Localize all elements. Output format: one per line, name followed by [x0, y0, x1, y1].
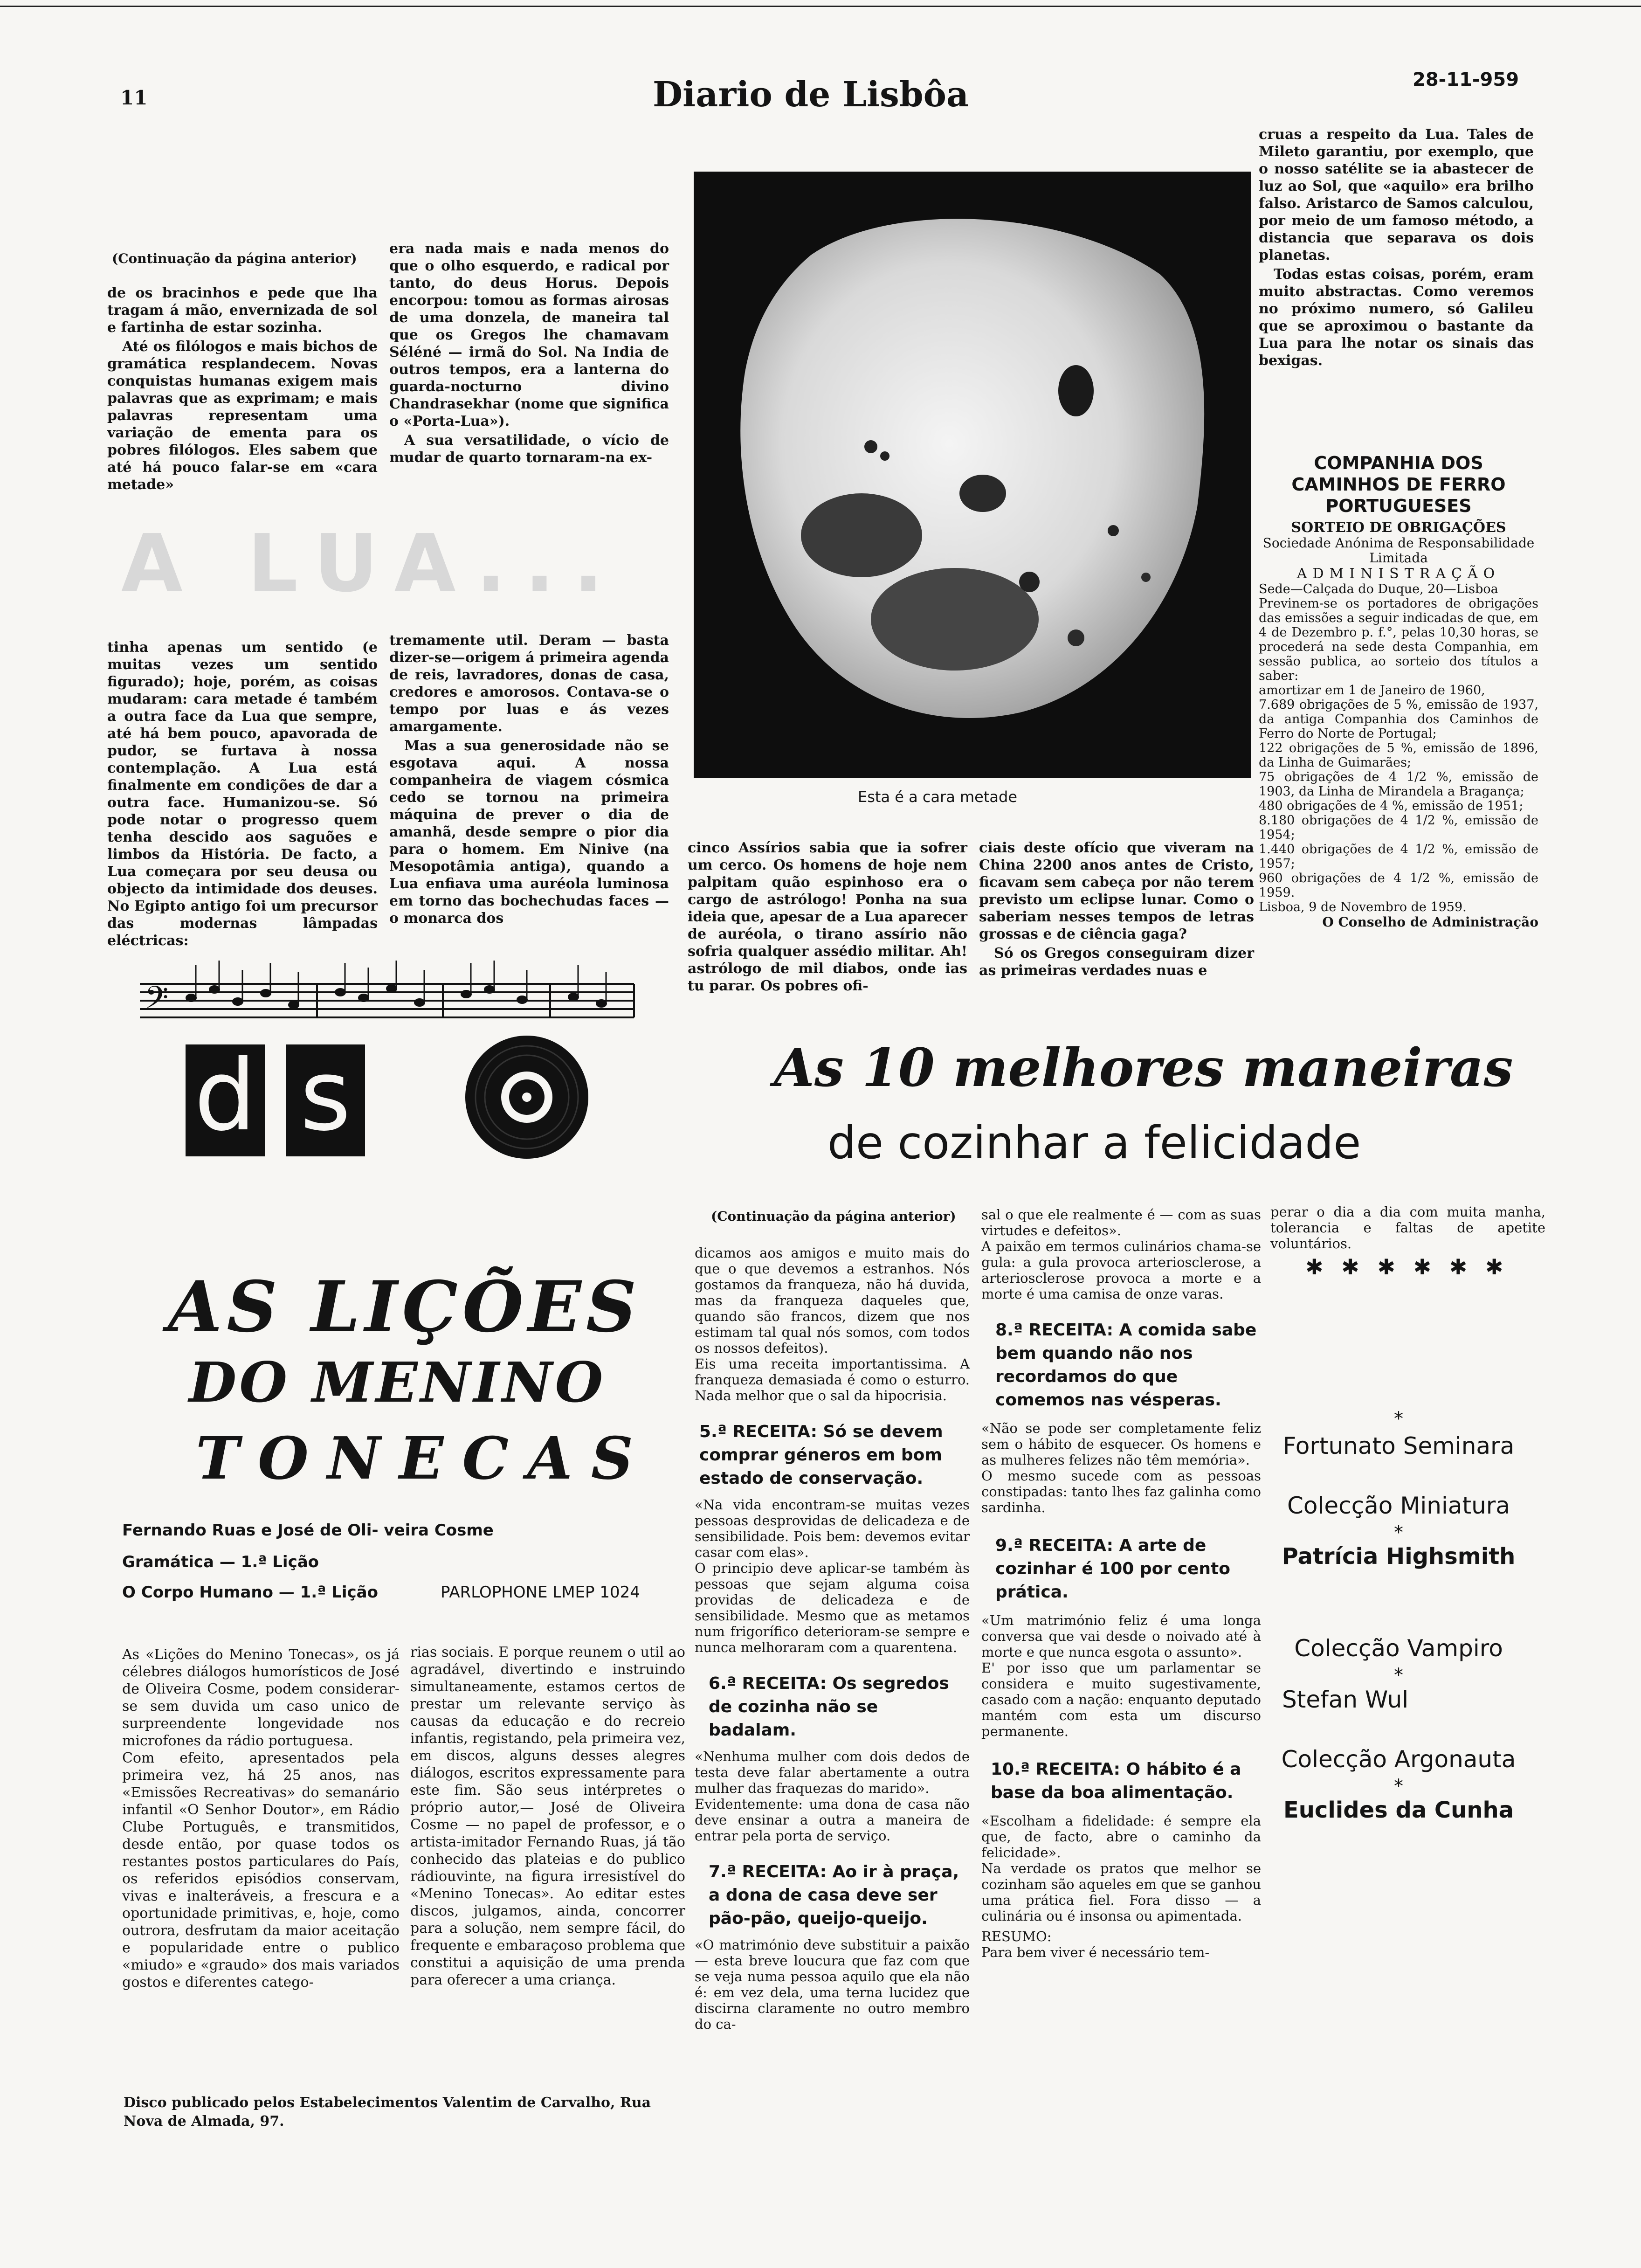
notice-body: Sede—Calçada do Duque, 20—Lisboa Previnem-se os portadores de obrigações das emissões a seguir indicadas de que, em 4 de Dezembro p. f.°, pelas 10,30 horas, se procederá na sede desta Companhia, em sessão publica, ao sorteio dos títulos a saber: amortizar em 1 de Janeiro de 1960, 7.689 obrigações de 5 %, emissão de 1937, da antiga Companhia dos Caminhos de Ferro do Norte de Portugal; 122 obrigações de 5 %, emissão de 1896, da Linha de Guimarães; 75 obrigações de 4 1/2 %, emissão de 1903, da Linha de Mirandela a Bragança; 480 obrigações de 4 %, emissão de 1951; 8.180 obrigações de 4 1/2 %, emissão de 1954; 1.440 obrigações de 4 1/2 %, emissão de 1957; 960 obrigações de 4 1/2 %, emissão de 1959. Lisboa, 9 de Novembro de 1959.: [1259, 582, 1538, 914]
paragraph: A sua versatilidade, o vício de mudar de quarto tornaram-na ex-: [389, 432, 669, 466]
paragraph: rias sociais. E porque reunem o util ao agradável, divertindo e instruindo simultaneamente, estamos certos de prestar um relevante serviço às causas da educação e do recreio infantis, registando, pela primeira vez, em discos, alguns desses alegres diálogos, escritos expressamente para este fim. São seus intérpretes o próprio autor,— José de Oliveira Cosme — no papel de professor, e o artista-imitador Fernando Ruas, já tão conhecido das plateias e do publico rádiouvinte, na figura irresistível do «Menino Tonecas». Ao editar estes discos, julgamos, ainda, concorrer para a solução, nem sempre fácil, do frequente e embaraçoso problema que constitui a aquisição de uma prenda para oferecer a uma criança.: [410, 1644, 685, 1988]
paragraph: ciais deste ofício que viveram na China 2200 anos antes de Cristo, ficavam sem cabeça por não terem previsto um eclipse lunar. Como o saberiam nesses tempos de letras grossas e de ciência gaga?: [979, 840, 1254, 942]
recipe-7-text: «O matrimónio deve substituir a paixão — esta breve loucura que faz com que se veja numa pessoa aquilo que ela não é: em vez dela, uma terna lucidez que discirna claramente no outro membro do ca-: [695, 1937, 970, 2032]
record-title-line1: AS LIÇÕES: [168, 1266, 641, 1348]
notice-box: [1259, 452, 1538, 930]
recipe-9-text: «Um matrimónio feliz é uma longa conversa que vai desde o noivado até à morte e que nunca esgota o assunto». E' por isso que um parlamentar se considera e muito sugestivamente, casado com a nação: enquanto deputado mantém com esta um discurso permanente.: [981, 1612, 1261, 1739]
recipe-7-title: 7.ª RECEITA: Ao ir à praça, a dona de casa deve ser pão-pão, queijo-queijo.: [709, 1862, 959, 1928]
recipe-6-title: 6.ª RECEITA: Os segredos de cozinha não se badalam.: [709, 1674, 949, 1740]
record-footer: Disco publicado pelos Estabelecimentos Valentim de Carvalho, Rua Nova de Almada, 97.: [124, 2095, 651, 2130]
music-staff: [140, 951, 639, 1030]
recipe-10-text: «Escolham a fidelidade: é sempre ela que, de facto, abre o caminho da felicidade». Na verdade os pratos que melhor se cozinham são aqueles em que se ganhou uma prática fiel. Fora disso — a culinária ou é insonsa ou apimentada.: [981, 1813, 1261, 1924]
paragraph: tremamente util. Deram — basta dizer-se—origem á primeira agenda de reis, lavradores, donas de casa, credores e amorosos. Contava-se o tempo por luas e ás vezes amargamente.: [389, 632, 669, 735]
record-title-line3: TONECAS: [196, 1424, 652, 1493]
ad-item-euclides-da-cunha: Euclides da Cunha: [1283, 1797, 1514, 1823]
ad-item-coleccao-miniatura: Colecção Miniatura: [1287, 1492, 1510, 1519]
stars-row: ✱ ✱ ✱ ✱ ✱ ✱: [1305, 1254, 1509, 1279]
logo-letter-s: s: [286, 1044, 365, 1156]
ad-item-patricia-highsmith: Patrícia Highsmith: [1282, 1543, 1516, 1570]
record-title-line2: DO MENINO: [189, 1350, 606, 1415]
record-body-col1: As «Lições do Menino Tonecas», os já célebres diálogos humorísticos de José de Oliveira Cosme, podem considerar-se sem duvida um caso unico de surpreendente longevidade nos microfones da rádio portuguesa. Com efeito, apresentados pela primeira vez, há 25 anos, nas «Emissões Recreativas» do semanário infantil «O Senhor Doutor», em Rádio Clube Português, e transmitidos, desde então, por quase todos os restantes postos particulares do País, os referidos episódios conservam, vivas e inalteráveis, a frescura e a oportunidade primitivas, e, hoje, como outrora, desfrutam da maior aceitação e popularidade entre o publico «miudo» e «graudo» dos mais variados gostos e diferentes catego-: [122, 1646, 400, 1991]
moon-col3: [688, 839, 967, 996]
moon-col2-part2: [389, 632, 669, 929]
recipe-5-text: «Na vida encontram-se muitas vezes pessoas desprovidas de delicadeza e de sensibilidade. Pois bem: devemos evitar casar com elas». O principio deve aplicar-se também às pessoas que sejam alguma coisa providas de delicadeza e de sensibilidade. Mesmo que as metamos num frigorífico deterioram-se sempre e nunca melhoraram com a quarentena.: [695, 1497, 970, 1655]
ad-list: [1268, 1399, 1538, 1823]
recipe-8-text: «Não se pode ser completamente feliz sem o hábito de esquecer. Os homens e as mulheres felizes não têm memória». O mesmo sucede com as pessoas constipadas: tanto lhes faz galinha como sardinha.: [981, 1420, 1261, 1515]
notice-title: COMPANHIA DOS CAMINHOS DE FERRO PORTUGUESES: [1291, 453, 1506, 516]
recipe-8-title: 8.ª RECEITA: A comida sabe bem quando não nos recordamos do que comemos nas vésperas.: [995, 1321, 1257, 1410]
paragraph: Até os filólogos e mais bichos de gramática resplandecem. Novas conquistas humanas exigem mais palavras que as exprimam; e mais palavras representam uma variação de ementa para os pobres filólogos. Eles sabem que até há pouco falar-se em «cara metade»: [107, 339, 378, 493]
recipe-9-title: 9.ª RECEITA: A arte de cozinhar é 100 por cento prática.: [995, 1536, 1230, 1602]
record-catalog: PARLOPHONE LMEP 1024: [441, 1583, 640, 1602]
recipes-headline1: As 10 melhores maneiras: [774, 1037, 1513, 1099]
recipes-continuation: (Continuação da página anterior): [711, 1209, 956, 1224]
resumo-label: RESUMO:: [981, 1929, 1052, 1944]
paragraph: cinco Assírios sabia que ia sofrer um cerco. Os homens de hoje nem palpitam quão espinhoso era o cargo de astrólogo! Ponha na sua ideia que, apesar de a Lua aparecer de auréola, o tirano assírio não sofria qualquer assédio militar. Ah! astrólogo de mil diabos, onde ias tu parar. Os pobres ofi-: [688, 840, 967, 994]
paragraph: tinha apenas um sentido (e muitas vezes um sentido figurado); hoje, porém, as coisas mudaram: cara metade é também a outra face da Lua que sempre, até há bem pouco, apavorada de pudor, se furtava à nossa contemplação. A Lua está finalmente em condições de dar a outra face. Humanizou-se. Só pode notar o progresso quem tenha descido aos saguões e limbos da História. De facto, a Lua começara por seu deusa ou objecto da intimidade dos deuses. No Egipto antigo foi um precursor das modernas lâmpadas eléctricas:: [107, 639, 378, 949]
vinyl-record-icon: [464, 1034, 590, 1160]
photo-caption: Esta é a cara metade: [858, 788, 1018, 806]
notice-admin: ADMINISTRAÇÃO: [1296, 566, 1501, 582]
recipes-intro-a: dicamos aos amigos e muito mais do que o que devemos a estranhos. Nós gostamos da franqueza, não há duvida, mas da franqueza daqueles que, quando são francos, dizem que nos estimam tal qual nós somos, com todos os nossos defeitos). Eis uma receita importantissima. A franqueza demasiada é como o esturro. Nada melhor que o sal da hipocrisia.: [695, 1245, 970, 1404]
record-authors: Fernando Ruas e José de Oli- veira Cosme: [122, 1521, 494, 1540]
moon-image: [694, 172, 1251, 778]
recipes-col-a: [695, 1245, 970, 2032]
paragraph: Todas estas coisas, porém, eram muito abstractas. Como veremos no próximo numero, só Galileu que se aproximou o bastante da Lua para lhe notar os sinais das bexigas.: [1259, 266, 1534, 369]
recipe-5-title: 5.ª RECEITA: Só se devem comprar géneros em bom estado de conservação.: [699, 1422, 943, 1488]
recipes-col-c: perar o dia a dia com muita manha, tolerancia e faltas de apetite voluntários.: [1270, 1204, 1545, 1252]
continuation-label: (Continuação da página anterior): [112, 251, 357, 266]
recipes-headline2: de cozinhar a felicidade: [827, 1117, 1361, 1169]
ad-item-coleccao-vampiro: Colecção Vampiro: [1294, 1635, 1503, 1662]
music-notes-image: [140, 951, 639, 1030]
moon-col1-part1: [107, 284, 378, 495]
faded-heading: A LUA...: [121, 518, 622, 610]
paragraph: Mas a sua generosidade não se esgotava aqui. A nossa companheira de viagem cósmica cedo se tornou na primeira máquina de prever o dia de amanhã, desde sempre o pior dia para o homem. Em Ninive (na Mesopotâmia antiga), quando a Lua enfiava uma auréola luminosa em torno das bochechudas faces — o monarca dos: [389, 738, 669, 927]
notice-subtitle: SORTEIO DE OBRIGAÇÕES: [1291, 519, 1506, 536]
logo-letter-d: d: [186, 1044, 265, 1156]
record-track2: O Corpo Humano — 1.ª Lição: [122, 1583, 378, 1602]
ad-star: *: [1394, 1665, 1403, 1686]
ad-item-coleccao-argonauta: Colecção Argonauta: [1281, 1746, 1516, 1773]
recipes-intro-b: sal o que ele realmente é — com as suas virtudes e defeitos». A paixão em termos culinários chama-se gula: a gula provoca arteriosclerose, a arteriosclerose provoca a morte e a morte é uma camisa de onze varas.: [981, 1207, 1261, 1302]
moon-col1-part2: [107, 639, 378, 951]
record-body-col2: [410, 1644, 685, 1991]
moon-col2-part1: [389, 240, 669, 468]
recipes-col-b: [981, 1207, 1261, 1960]
moon-right-col: [1259, 126, 1534, 371]
moon-col4: [979, 839, 1254, 981]
notice-company: Sociedade Anónima de Responsabilidade Limitada: [1262, 535, 1535, 566]
ad-star: *: [1394, 1776, 1403, 1797]
masthead: Diario de Lisbôa: [653, 75, 969, 115]
paragraph: de os bracinhos e pede que lha tragam á mão, envernizada de sol e fartinha de estar sozinha.: [107, 285, 378, 336]
recipe-6-text: «Nenhuma mulher com dois dedos de testa deve falar abertamente a outra mulher das fraquezas do marido». Evidentemente: uma dona de casa não deve ensinar a outra a maneira de entrar pela porta de serviço.: [695, 1749, 970, 1844]
paragraph: cruas a respeito da Lua. Tales de Mileto garantiu, por exemplo, que o nosso satélite se ia abastecer de luz ao Sol, que «aquilo» era brilho falso. Aristarco de Samos calculou, por meio de um famoso método, a distancia que separava os dois planetas.: [1259, 126, 1534, 263]
svg-text:𝄢: 𝄢: [145, 980, 169, 1023]
issue-date: 28-11-959: [1413, 69, 1519, 90]
resumo-text: Para bem viver é necessário tem-: [981, 1944, 1210, 1960]
ad-star: *: [1394, 1408, 1403, 1430]
ad-item-fortunato-seminara: Fortunato Seminara: [1282, 1432, 1515, 1459]
top-rule: [0, 6, 1641, 7]
ds-logo: [186, 1038, 372, 1156]
recipe-10-title: 10.ª RECEITA: O hábito é a base da boa alimentação.: [991, 1760, 1241, 1802]
paragraph: era nada mais e nada menos do que o olho esquerdo, e radical por tanto, do deus Horus. Depois encorpou: tomou as formas airosas de uma donzela, de maneira tal que os Gregos lhe chamavam Séléné — irmã do Sol. Na India de outros tempos, era a lanterna do guarda-nocturno divino Chandrasekhar (nome que significa o «Porta-Lua»).: [389, 241, 669, 429]
page-number: 11: [120, 86, 148, 109]
paragraph: Só os Gregos conseguiram dizer as primeiras verdades nuas e: [979, 945, 1254, 979]
ad-item-stefan-wul: Stefan Wul: [1282, 1686, 1409, 1713]
record-track1: Gramática — 1.ª Lição: [122, 1553, 319, 1571]
ad-star: *: [1394, 1522, 1403, 1543]
moon-photo: [694, 172, 1251, 778]
notice-signature: O Conselho de Administração: [1322, 914, 1538, 930]
